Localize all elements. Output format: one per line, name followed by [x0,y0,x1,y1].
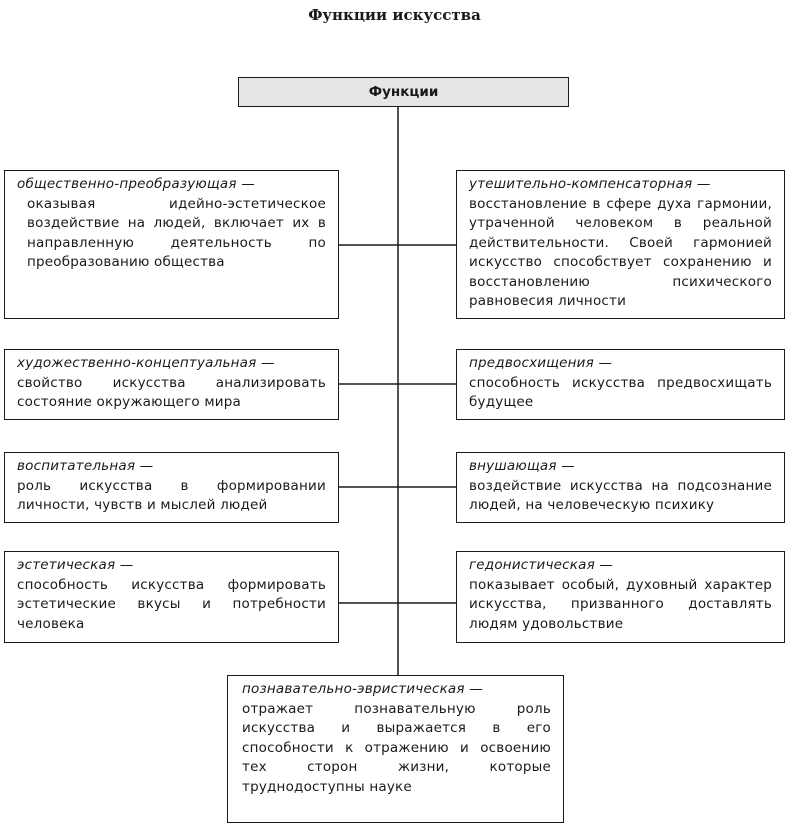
node-hedonistic [456,551,785,643]
node-description: воздействие искусства на подсознание людей, на человеческую психику [469,477,772,513]
node-aesthetic [4,551,339,643]
node-description: роль искусства в формировании личности, чувств и мыслей людей [17,477,326,513]
node-term: утешительно-компенсаторная — [469,176,711,192]
node-term: художественно-концептуальная — [17,355,275,371]
node-description: показывает особый, духовный характер искусства, призванного доставлять людям удовольствие [469,576,772,632]
node-description: свойство искусства анализировать состояние окружающего мира [17,374,326,410]
node-description: восстановление в сфере духа гармонии, утраченной человеком в реальной действительности. Своей гармонией искусство способствует сохранению и восстановлению психического равновесия личности [469,195,772,309]
node-socially-transformative [4,170,339,319]
node-anticipation [456,349,785,420]
node-term: познавательно-эвристическая — [242,681,483,697]
node-description: способность искусства формировать эстетические вкусы и потребности человека [17,576,326,632]
node-term: гедонистическая — [469,557,614,573]
root-node-functions [238,77,569,107]
node-suggestive [456,452,785,523]
node-term: предвосхищения — [469,355,613,371]
diagram-title: Функции искусства [308,6,481,24]
node-cognitive-heuristic [227,675,564,823]
node-description: оказывая идейно-эстетическое воздействие на людей, включает их в направленную деятельность по преобразованию общества [27,195,326,270]
root-node-label: Функции [368,84,439,100]
node-term: эстетическая — [17,557,134,573]
node-term: воспитательная — [17,458,154,474]
node-consoling-compensatory [456,170,785,319]
node-term: общественно-преобразующая — [17,176,255,192]
node-artistic-conceptual [4,349,339,420]
node-term: внушающая — [469,458,575,474]
node-description: способность искусства предвосхищать будущее [469,374,772,410]
node-educational [4,452,339,523]
node-description: отражает познавательную роль искусства и выражается в его способности к отражению и освоению тех сторон жизни, которые труднодоступны науке [242,700,551,795]
